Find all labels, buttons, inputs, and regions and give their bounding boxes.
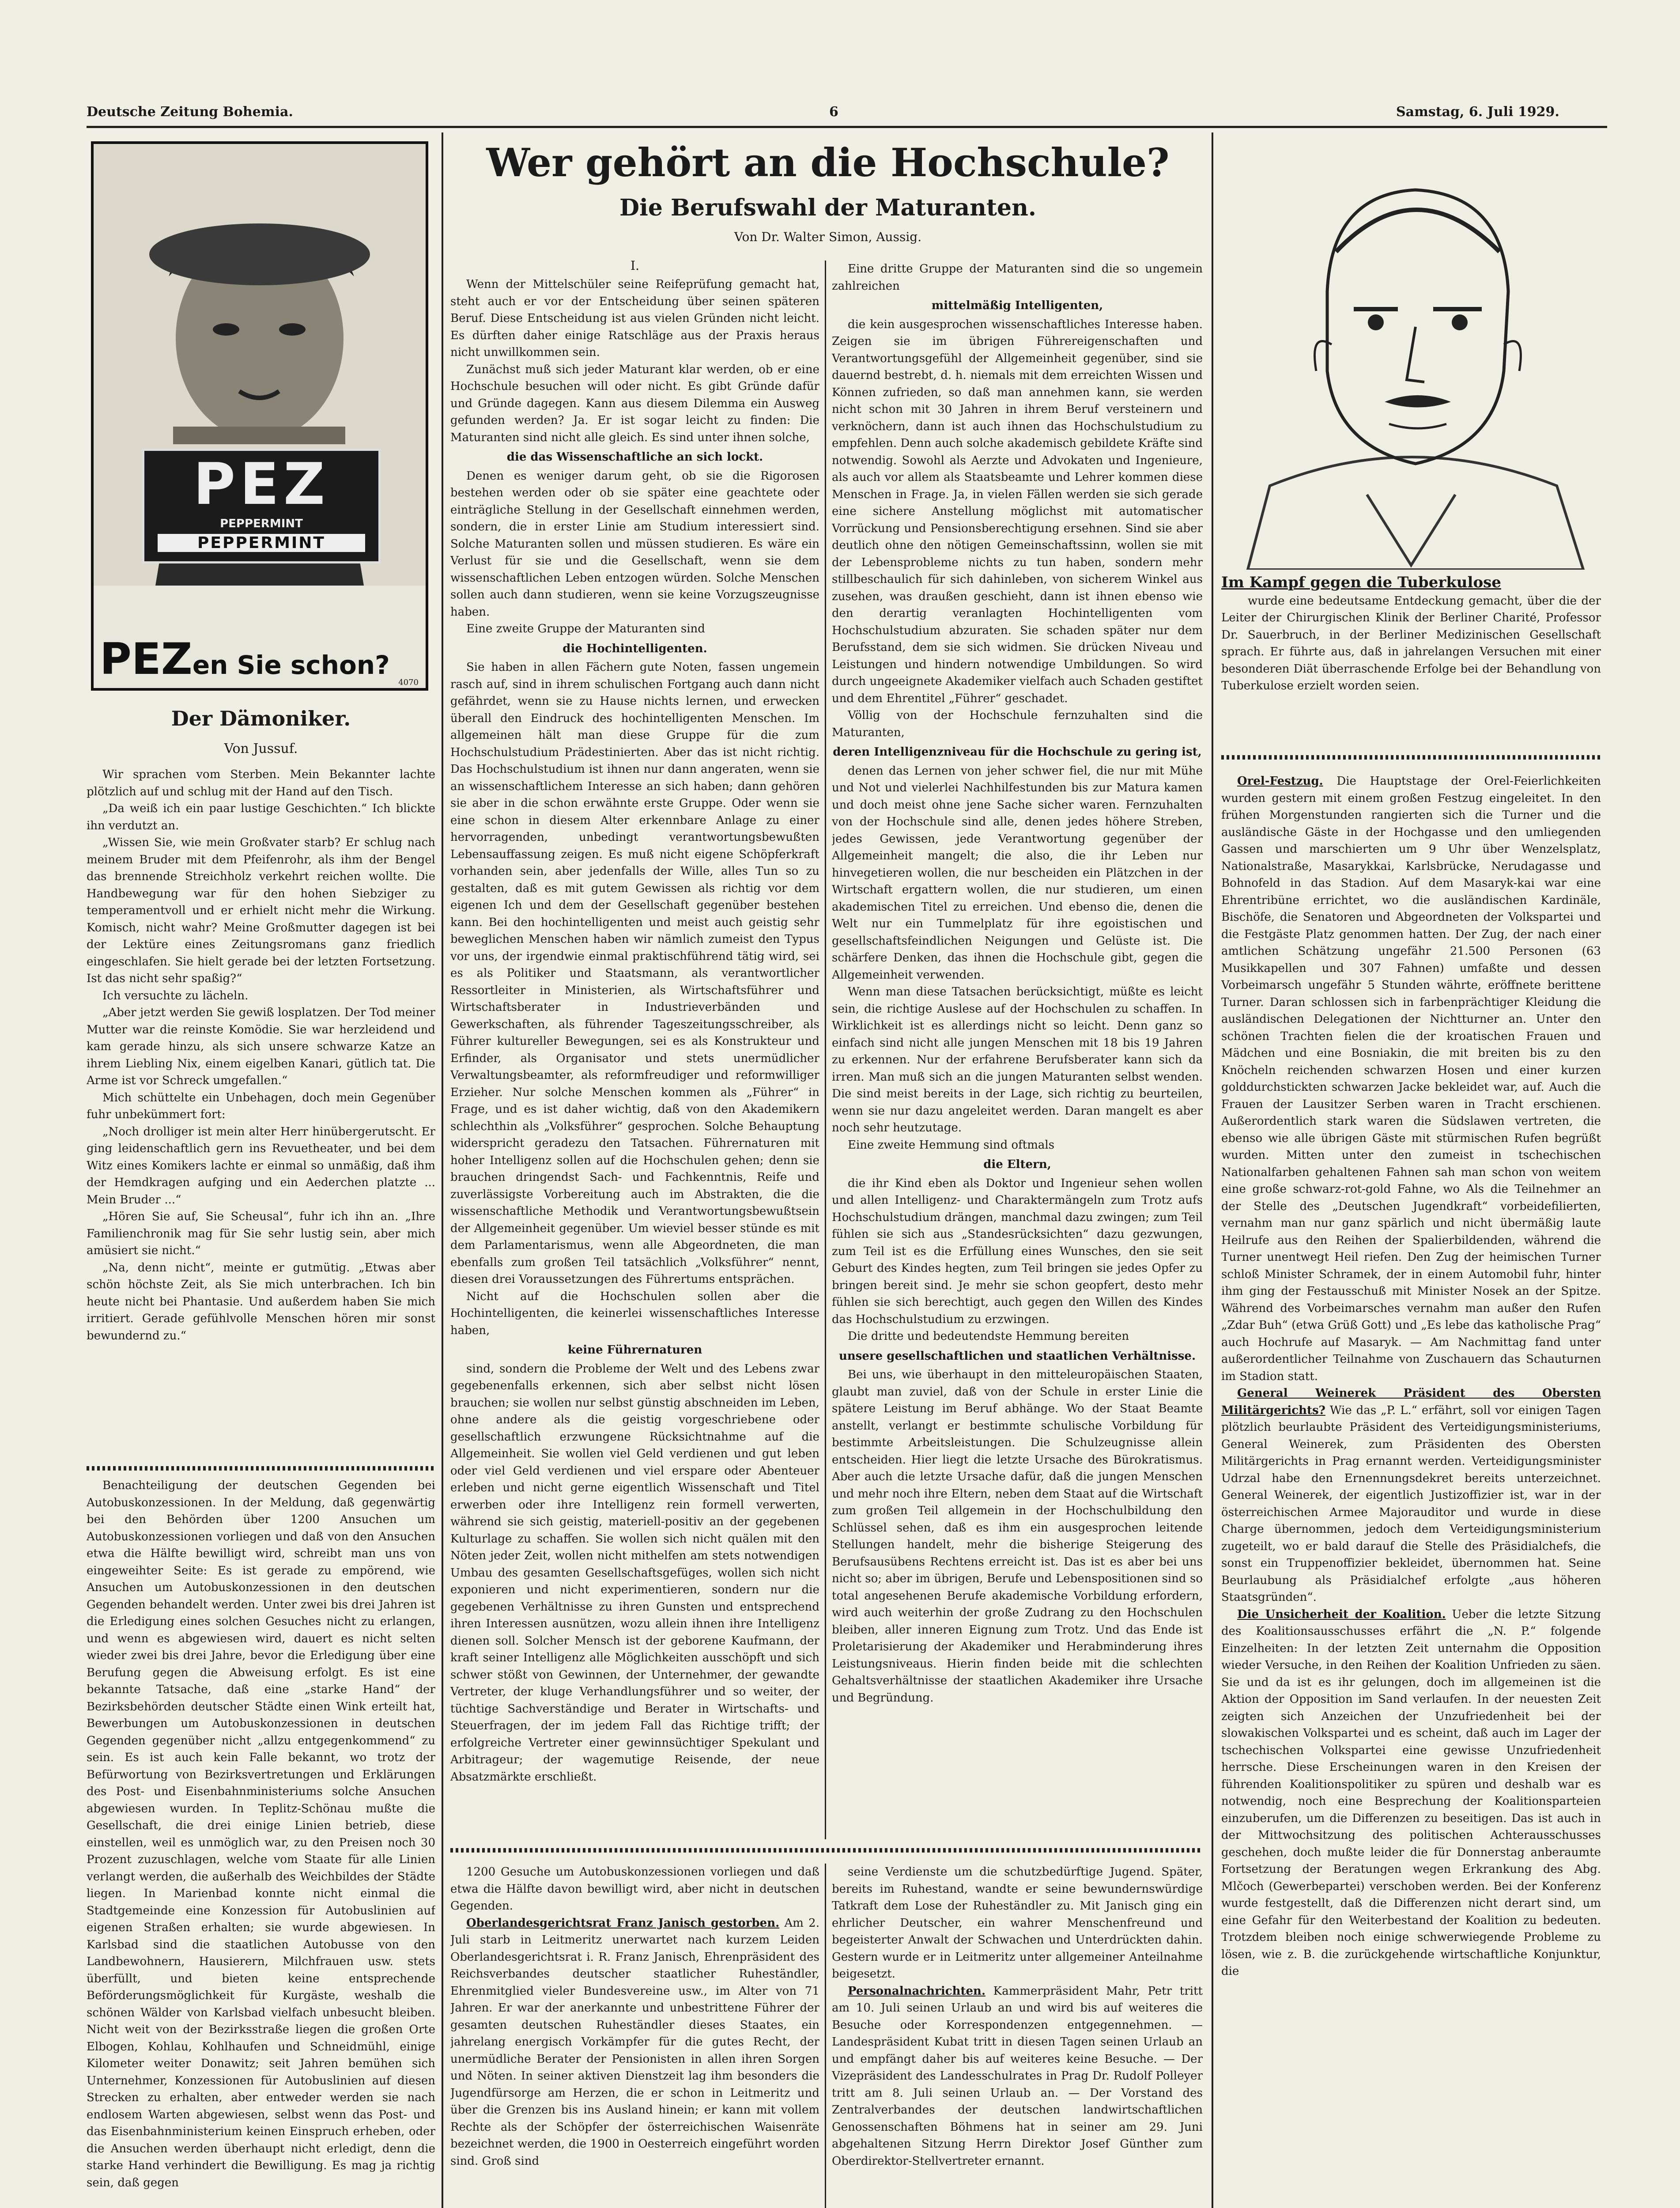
runin-heading: Die Unsicherheit der Koalition. (1237, 1607, 1446, 1621)
bottom-column-a (450, 1864, 819, 2208)
paragraph-text: Eine zweite Gruppe der Maturanten sind (466, 622, 705, 635)
subheading: die Eltern, (983, 1158, 1051, 1171)
paragraph-text: Wenn man diese Tatsachen berücksichtigt, müßte es leicht sein, die richtige Auslese auf der Hochschulen zu schaffen. In Wirklichkeit ist es allerdings nicht so leicht. Denn ganz so einfach sind nicht alle jungen Menschen mit 18 bis 19 Jahren zu erkennen. Nur der erfahrene Berufsberater kann sich da irren. Man muß sich an die jungen Maturanten selbst wenden. Die sind meist bereits in der Lage, sich richtig zu beurteilen, wenn sie nur dazu angeleitet werden. Daran mangelt es aber noch sehr heutzutage. (832, 985, 1203, 1134)
paragraph-text: Die Hauptstage der Orel-Feierlichkeiten wurden gestern mit einem großen Festzug eingeleitet. In den frühen Morgenstunden rangierten sich die Turner und die ausländische Gäste in der Hochgasse und den umliegenden Gassen und marschierten um 9 Uhr über Wenzelsplatz, Nationalstraße, Masarykkai, Karlsbrücke, Nerudagasse und Bohnofeld in das Stadion. Auf dem Masaryk-kai war eine Ehrentribüne errichtet, wo die ausländischen Kardinäle, Bischöfe, die Senatoren und Abgeordneten der Volkspartei und die Festgäste Platz genommen hatten. Der Zug, der nach einer amtlichen Schätzung ungefähr 21.500 Personen (63 Musikkapellen und 307 Fahnen) umfaßte und dessen Vorbeimarsch ungefähr 5 Stunden währte, eröffnete berittene Turner. Daran schlossen sich in farbenprächtiger Kleidung die ausländischen Delegationen der Nichtturner an. Unter den schönen Trachten fielen die der kroatischen Frauen und Mädchen und eine Bosniakin, die mit breiten bis zu den Knöcheln reichenden schwarzen Hosen und einer kurzen golddurchstickten schwarzen Jacke bekleidet war, auf. Auch die Frauen der Lausitzer Serben waren in Tracht erschienen. Außerordentlich stark waren die Südslawen vertreten, die ebenso wie alle übrigen Gäste mit stürmischen Rufen begrüßt wurden. Mitten unter den zumeist in tschechischen Nationalfarben gehaltenen Fahnen sah man schon von weitem eine große schwarz-rot-gold Fahne, wo Als die Teilnehmer an der Stelle des „Deutschen Jugendkraft“ vorbeidefilierten, vernahm man nur ganz spärlich und nicht übermäßig laute Heilrufe aus den Reihen der Spalierbildenden, während die Turner unentwegt Heil riefen. Den Zug der heimischen Turner schloß Minister Schramek, der in einem Automobil fuhr, hinter ihm ging der Festausschuß mit Minister Nosek an der Spitze. Während des Vorbeimarsches vernahm man außer den Rufen „Zdar Buh“ (etwa Grüß Gott) und „Es lebe das katholische Prag“ auch Hochrufe auf Masaryk. — Am Nachmittag fand unter außerordentlicher Teilnahme von Zuschauern das Schauturnen im Stadion statt. (1221, 775, 1601, 1383)
paragraph (450, 659, 819, 1288)
runin-heading: Orel-Festzug. (1237, 775, 1323, 788)
paragraph-text: Ueber die letzte Sitzung des Koalitionsausschusses erfährt die „N. P.“ folgende Einzelheiten: In der letzten Zeit unternahm die Opposition wieder Versuche, in den Reihen der Koalition Unfrieden zu säen. Sie und da ist es ihr gelungen, doch im allgemeinen ist die Aktion der Opposition im Sand verlaufen. In der neuesten Zeit zeigten sich Anzeichen der Unzufriedenheit bei der slowakischen Volkspartei und es scheint, daß auch im Lager der tschechischen Volkspartei eine gewisse Unzufriedenheit herrsche. Diese Erscheinungen waren in den Kreisen der führenden Koalitionspolitiker zu spüren und deshalb war es notwendig, noch eine Besprechung der Koalitionsparteien einzuberufen, um die Differenzen zu beseitigen. Das ist auch in der Mittwochsitzung des politischen Achterausschusses geschehen, doch mußte leider die für Donnerstag anberaumte Fortsetzung der Beratungen wegen Erkrankung des Abg. Mlčoch (Gewerbepartei) verschoben werden. Bei der Konferenz wurde festgestellt, daß die Differenzen nicht derart sind, um eine Gefahr für den Weiterbestand der Koalition zu bedeuten. Trotzdem bleiben noch einige schwerwiegende Probleme zu lösen, wie z. B. die zurückgehende wirtschaftliche Konjunktur, die (1221, 1607, 1601, 1978)
article-headline: Wer gehört an die Hochschule? (486, 140, 1170, 185)
article-column-b (832, 261, 1203, 1839)
pez-candy-box (142, 449, 381, 563)
paragraph: Ich versuchte zu lächeln. (102, 989, 249, 1002)
article-subtitle: Die Berufswahl der Maturanten. (619, 194, 1036, 221)
paragraph (450, 1361, 819, 1786)
paragraph (1221, 773, 1601, 1385)
pez-slogan (100, 634, 390, 684)
paragraph: „Hören Sie auf, Sie Scheusal“, fuhr ich ihn an. „Ihre Familienchronik mag für Sie sehr lustig sein, aber mich amüsiert sie nicht.“ (87, 1210, 435, 1257)
issue-date: Samstag, 6. Juli 1929. (1396, 104, 1559, 120)
feuilleton-byline: Von Jussuf. (224, 741, 298, 756)
right-column-news (1221, 773, 1601, 2208)
article-column-a (450, 276, 819, 1839)
masthead-paper: Deutsche Zeitung Bohemia. (87, 104, 293, 120)
column-rule (442, 132, 443, 2208)
subheading: mittelmäßig Intelligenten, (931, 299, 1103, 312)
paragraph: „Noch drolliger ist mein alter Herr hinübergerutscht. Er ging leidenschaftlich gern ins Revuetheater, und bei dem Witz eines Komikers lachte er einmal so unmäßig, daß ihm der Hemdkragen aufging und ein Aederchen platzte ... Mein Bruder ...“ (87, 1125, 435, 1206)
paragraph: Wir sprachen vom Sterben. Mein Bekannter lachte plötzlich auf und schlug mit der Hand auf den Tisch. (87, 768, 435, 798)
paragraph: „Wissen Sie, wie mein Großvater starb? Er schlug nach meinem Bruder mit dem Pfeifenrohr, als ihm der Bengel das brennende Streichholz verkehrt reichen wollte. Die Handbewegung war für den hohen Siebziger zu temperamentvoll und er erhielt nicht mehr die Wirkung. Komisch, nicht wahr? Meine Großmutter dagegen ist bei der Lektüre eines Zeitungsromans ganz friedlich eingeschlafen. Sie hielt gerade bei der letzten Fortsetzung. Ist das nicht sehr spaßig?“ (87, 836, 435, 985)
paragraph-text: sind, sondern die Probleme der Welt und des Lebens zwar gegebenenfalls erkennen, sich aber selbst nicht lösen brauchen; sie wollen nur selbst günstig abschneiden im Leben, ohne andere als die geistig vorgeschriebene oder gesellschaftlich erzwungene Rücksichtnahme auf die Allgemeinheit. Sie wollen viel Geld verdienen und gut leben oder viel Geld verdienen und viel erspare oder Abenteuer erleben und nicht gerne eigentlich Wissenschaft und Titel erwerben oder ihre Intelligenz rein formell verwerten, während sie sich geistig, materiell-positiv an der gegebenen Kulturlage zu schaffen. Sie wollen sich nicht quälen mit den Nöten jeder Zeit, wollen nicht mithelfen am stets notwendigen Umbau des gesamten Gesellschaftsgefüges, wollen sich nicht exponieren und nicht experimentieren, sondern nur die gegebenen Verhältnisse zu ihren Gunsten und entsprechend ihren Interessen ausnützen, wozu allein ihnen ihre Intelligenz dienen soll. Solcher Mensch ist der geborene Kaufmann, der kraft seiner Intelligenz alle Möglichkeiten ausschöpft und sich schwer stößt von Gewinnen, der Unternehmer, der gewandte Vertreter, der kluge Verhandlungsführer und so weiter, der tüchtige Sachverständige und Berater in Wirtschafts- und Steuerfragen, der im jedem Fall das Richtige trifft; der erfolgreiche Vertreter einer gewinnsüchtiger Spekulant und Arbitrageur; der wagemutige Reisende, der neue Absatzmärkte erschließt. (450, 1362, 819, 1784)
paragraph-text: Die dritte und bedeutendste Hemmung bereiten (848, 1330, 1129, 1343)
pez-box-flavor-band: PEPPERMINT (158, 534, 365, 552)
paragraph: Mich schüttelte ein Unbehagen, doch mein Gegenüber fuhr unbekümmert fort: (87, 1091, 435, 1121)
bottom-column-b (832, 1864, 1203, 2208)
section-mark: I. (630, 258, 639, 273)
portrait-sketch (1221, 141, 1601, 570)
column-rule (825, 1864, 826, 2208)
caption-runin: Im Kampf gegen die Tuberkulose (1221, 574, 1501, 591)
pez-box-flavor: PEPPERMINT (220, 517, 303, 530)
page-number: 6 (829, 104, 838, 120)
caption-paragraph (1221, 574, 1601, 593)
paragraph (832, 707, 1203, 741)
pez-slogan-brand: PEZ (100, 634, 193, 684)
subheading: deren Intelligenzniveau für die Hochschule zu gering ist, (833, 745, 1202, 759)
column-rule (1212, 132, 1213, 2208)
caption-text: wurde eine bedeutsame Entdeckung gemacht, über die der Leiter der Chirurgischen Klinik der Berliner Charité, Professor Dr. Sauerbruch, in der Berliner Medizinischen Gesellschaft sprach. Er führte aus, daß in jahrelangen Versuchen mit einer besonderen Diät überraschende Erfolge bei der Behandlung von Tuberkulose erzielt worden seien. (1221, 594, 1601, 692)
feuilleton-title: Der Dämoniker. (171, 707, 351, 730)
feuilleton-body (87, 766, 435, 1464)
subheading: keine Führernaturen (567, 1343, 702, 1357)
paragraph: „Aber jetzt werden Sie gewiß losplatzen. Der Tod meiner Mutter war die reinste Komödie. Sie war herzleidend und kam gerade hinzu, als sich unsere schwarze Katze an ihrem Liebling Nix, einem eigelben Kanari, gütlich tat. Die Arme ist vor Schreck umgefallen.“ (87, 1006, 435, 1087)
header-rule (87, 126, 1607, 128)
subheading: die das Wissenschaftliche an sich lockt. (506, 450, 763, 464)
separator (450, 1848, 1203, 1853)
paragraph-text: 1200 Gesuche um Autobuskonzessionen vorliegen und daß etwa die Hälfte davon bewilligt wird, aber nicht in deutschen Gegenden. (450, 1865, 819, 1913)
paragraph (832, 1864, 1203, 1983)
runin-heading: General Weinerek Präsident des Obersten Militärgerichts? (1221, 1387, 1601, 1417)
separator (1221, 755, 1601, 760)
subheading: die Hochintelligenten. (563, 642, 707, 655)
paragraph (832, 261, 1203, 295)
paragraph (450, 1915, 819, 2170)
paragraph (832, 1175, 1203, 1328)
paragraph: Benachteiligung der deutschen Gegenden bei Autobuskonzessionen. In der Meldung, daß gegenwärtig bei den Behörden über 1200 Ansuchen um Autobuskonzessionen vorliegen und daß von den Ansuchen etwa die Hälfte bewilligt wird, schreibt man uns von eingeweihter Seite: Es ist gerade zu empörend, wie Ansuchen um Autobuskonzessionen in den deutschen Gegenden behandelt werden. Unter zwei bis drei Jahren ist die Erledigung eines solchen Gesuches nicht zu erlangen, und wenn es abgewiesen wird, dauert es nicht selten wieder zwei bis drei Jahre, bevor die Erledigung über eine Berufung gegen die Abweisung erfolgt. Es ist eine bekannte Tatsache, daß eine „starke Hand“ der Bezirksbehörden deutscher Städte einen Wink erteilt hat, Bewerbungen um Autobuskonzessionen in deutschen Gegenden gegenüber nicht „allzu entgegenkommend“ zu sein. Es ist auch kein Falle bekannt, wo trotz der Befürwortung von Bezirksvertretungen und Erklärungen des Post- und Eisenbahnministeriums solche Ansuchen abgewiesen wurden. In Teplitz-Schönau mußte die Gesellschaft, die drei einige Linien betrieb, diese einstellen, weil es unmöglich war, zu den Preisen noch 30 Prozent zuzuschlagen, welche vom Staate für alle Linien verlangt werden, die außerhalb des Weichbildes der Städte liegen. In Marienbad konnte nicht einmal die Stadtgemeinde eine Konzession für Autobuslinien auf eigenen Straßen erhalten; sie wurde abgewiesen. In Karlsbad sind die staatlichen Autobusse von den Landbewohnern, Hausierern, Milchfrauen usw. stets überfüllt, und bieten keine entsprechende Beförderungsmöglichkeit für Kurgäste, weshalb die schönen Wälder von Karlsbad vielfach unbesucht bleiben. Nicht weit von der Bezirksstraße liegen die großen Orte Elbogen, Kohlau, Kohlhaufen und Schneidmühl, einige Kilometer weiter Donawitz; seit Jahren bemühen sich Unternehmer, Konzessionen für Autobuslinien auf diesen Strecken zu erhalten, aber entweder werden sie nach endlosem Warten abgewiesen, selbst wenn das Post- und das Eisenbahnministerium keinen Einspruch erheben, oder die Ansuchen werden überhaupt nicht erledigt, denn die starke Hand verhindert die Bewilligung. Es mag ja richtig sein, daß gegen (87, 1479, 435, 2189)
ad-code: 4070 (398, 678, 419, 687)
paragraph (832, 316, 1203, 707)
paragraph (450, 1864, 819, 1915)
paragraph-text: Denen es weniger darum geht, ob sie die Rigorosen bestehen werden oder ob sie später eine geachtete oder einträgliche Stellung in der Gesellschaft einnehmen werden, sondern, die in erster Linie am Studium interessiert sind. Solche Maturanten sollen und müssen studieren. Es wäre ein Verlust für sie und die Gesellschaft, wenn sie dem wissenschaftlichen Leben entzogen würden. Solche Menschen sollen auch dann studieren, wenn sie keine Vorzugszeugnisse haben. (450, 469, 819, 619)
pez-advertisement (91, 141, 428, 691)
paragraph (832, 983, 1203, 1137)
paragraph-text: Völlig von der Hochschule fernzuhalten sind die Maturanten, (832, 709, 1203, 739)
paragraph (832, 763, 1203, 984)
paragraph-text: Wie das „P. L.“ erfährt, soll vor einigen Tagen plötzlich beurlaubte Präsident des Verteidigungsministeriums, General Weinerek, zum Präsidenten des Obersten Militärgerichts in Prag ernannt werden. Verteidigungsminister Udrzal habe den Ernennungsdekret bereits unterzeichnet. General Weinerek, der eigentlich Justizoffizier ist, war in der österreichischen Armee Majorauditor und wurde in diese Charge übernommen, jedoch dem Verteidigungsministerium zugeteilt, wo er bald darauf die Stelle des Präsidialchefs, die sonst ein Truppenoffizier bekleidet, übernommen hat. Seine Beurlaubung als Präsidialchef erfolgte „aus höheren Staatsgründen“. (1221, 1403, 1601, 1604)
paragraph (832, 1366, 1203, 1706)
paragraph (832, 1328, 1203, 1345)
paragraph: „Da weiß ich ein paar lustige Geschichten.“ Ich blickte ihn verdutzt an. (87, 802, 435, 832)
paragraph-text: die ihr Kind eben als Doktor und Ingenieur sehen wollen und allen Intelligenz- und Charaktermängeln zum Trotz aufs Hochschulstudium drängen, manchmal dazu zwingen; zum Teil fühlen sie sich aus „Standesrücksichten“ dazu gezwungen, zum Teil ist es die Erfüllung eines Wunsches, den sie seit Geburt des Kindes hegten, zum Teil bringen sie jedes Opfer zu bringen bereit sind. Je mehr sie schon geopfert, desto mehr fühlen sie sich berechtigt, auch gegen den Willen des Kindes das Hochschulstudium zu erzwingen. (832, 1176, 1203, 1326)
paragraph-text: denen das Lernen von jeher schwer fiel, die nur mit Mühe und Not und vielerlei Nachhilfestunden bis zur Matura kamen und doch meist ohne jene Sache sicher waren. Fernzuhalten von der Hochschule sind alle, denen jedes höhere Streben, jedes Gewissen, jede Verantwortung gegenüber der Allgemeinheit mangelt; die also, die ihr Leben nur hinvegetieren wollen, die nur bescheiden ein Plätzchen in der Wirtschaft ergattern wollen, die nur studieren, um einen akademischen Titel zu erreichen. Und ebenso die, denen die Welt nur ein Tummelplatz für ihre egoistischen und gesellschaftsfeindlichen Neigungen und Gelüste ist. Die schärfere Denken, das ihnen die Hochschule gibt, gegen die Allgemeinheit verwenden. (832, 764, 1203, 982)
portrait-illustration (1221, 141, 1601, 570)
autobus-article (87, 1477, 435, 2208)
paragraph (832, 1983, 1203, 2170)
paragraph-text: die kein ausgesprochen wissenschaftliches Interesse haben. Zeigen sie im übrigen Führereigenschaften und Verantwortungsgefühl der Allgemeinheit gegenüber, sind sie dauernd bestrebt, d. h. niemals mit dem erreichten Wissen und Können zufrieden, so daß man annehmen kann, sie werden nicht schon mit 30 Jahren in ihrem Beruf versteinern und verknöchern, dann ist auch ihnen das Hochschulstudium zu empfehlen. Denn auch solche akademisch gebildete Kräfte sind notwendig. Sowohl als Aerzte und Advokaten und Ingenieure, als auch vor allem als Staatsbeamte und Lehrer kommen diese Menschen in Frage. Ja, in vielen Fällen werden sie sich gerade eine sichere Anstellung möglichst mit automatischer Vorrückung und Pensionsberechtigung ersehnen. Sind sie aber deutlich ohne den nötigen Gemeinschaftssinn, wollen sie mit der Lebensprobleme nichts zu tun haben, sondern mehr stillbeschaulich für sich dahinleben, von sicherem Winkel aus zusehen, was draußen geschieht, dann ist ihnen ebenso wie den derartig veranlagten Hochintelligenten vom Hochschulstudium abzuraten. Sie schaden später nur dem Berufsstand, dem sie sich widmen. Sie drücken Niveau und Leistungen und hindern notwendige Umbildungen. So wird durch ungeeignete Akademiker vielfach auch Schaden gestiftet und dem Ehrentitel „Führer“ geschadet. (832, 318, 1203, 705)
pez-slogan-text: en Sie schon? (192, 650, 390, 680)
paragraph-text: Kammerpräsident Mahr, Petr tritt am 10. Juli seinen Urlaub an und wird bis auf weiteres die Besuche oder Korrespondenzen entgegennehmen. — Landespräsident Kubat tritt in diesen Tagen seinen Urlaub an und empfängt daher bis auf weiteres keine Besuche. — Der Vizepräsident des Landesschulrates in Prag Dr. Rudolf Polleyer tritt am 8. Juli seinen Urlaub an. — Der Vorstand des Zentralverbandes der deutschen landwirtschaftlichen Genossenschaften Böhmens hat in seiner am 29. Juni abgehaltenen Sitzung Herrn Direktor Josef Günther zum Oberdirektor-Stellvertreter ernannt. (832, 1984, 1203, 2168)
paragraph (450, 276, 819, 361)
paragraph (450, 361, 819, 446)
paragraph (450, 620, 819, 638)
paragraph-text: Zunächst muß sich jeder Maturant klar werden, ob er eine Hochschule besuchen will oder nicht. Es gibt Gründe dafür und Gründe dagegen. Kann aus diesem Dilemma ein Ausweg gefunden werden? Ja. Er ist sogar leicht zu finden: Die Maturanten sind nicht alle gleich. Es sind unter ihnen solche, (450, 363, 819, 444)
pez-box-brand: PEZ (193, 450, 330, 518)
subheading: unsere gesellschaftlichen und staatlichen Verhältnisse. (838, 1349, 1196, 1363)
paragraph (832, 1137, 1203, 1154)
runin-heading: Personalnachrichten. (848, 1984, 985, 1998)
paragraph (1221, 1606, 1601, 1980)
portrait-caption (1221, 574, 1601, 751)
paragraph (450, 1288, 819, 1339)
paragraph-text: Sie haben in allen Fächern gute Noten, fassen ungemein rasch auf, sind in ihrem schulischen Fortgang auch dann nicht gefährdet, wenn sie zu Hause nichts lernen, und erwecken überall den Eindruck des hochintelligenten Menschen. Im allgemeinen hält man diese Gruppe für die zum Hochschulstudium Prädestinierten. Aber das ist nicht richtig. Das Hochschulstudium ist ihnen nur dann angeraten, wenn sie an wissenschaftlichem Interesse an sich haben; dann gehören sie aber in die schon erwähnte erste Gruppe. Oder wenn sie eine schon in diesem Alter erkennbare Anlage zu einer hervorragenden, unbedingt verantwortungsbewußten Lebensauffassung zeigen. Es muß nicht eigene Schöpferkraft vorhanden sein, aber jedenfalls der Wille, alles Tun so zu gestalten, daß es mit gutem Gewissen als richtig vor dem eigenen Ich und dem der Gesellschaft gegenüber bestehen kann. Bei den hochintelligenten und meist auch geistig sehr beweglichen Menschen haben wir nämlich zumeist den Typus vor uns, der irgendwie einmal praktischführend tätig wird, sei es als Politiker und Staatsmann, als verantwortlicher Ressortleiter in Ministerien, als Wirtschaftsführer und Wirtschaftsberater in Industrieverbänden und Gewerkschaften, als führender Tageszeitungsschreiber, als Führer kultureller Bewegungen, sei es als Konstrukteur und Erfinder, als Organisator und stets unermüdlicher Verwaltungsbeamter, als reformfreudiger und reformwilliger Erzieher. Nur solche Menschen kommen als „Führer“ in Frage, und es ist daher wichtig, daß von den Akademikern schlechthin als „Volksführer“ gesprochen. Solche Behauptung widerspricht geradezu den Tatsachen. Führernaturen mit hoher Intelligenz sollen auf die Hochschulen gehen; denn sie brauchen dringendst Sach- und Fachkenntnis, Reife und zuverlässigste Vorbereitung auch im Abstrakten, die die wissenschaftliche Methodik und Verantwortungsbewußtsein der Allgemeinheit gegenüber. Um wieviel besser stünde es mit dem Parlamentarismus, wenn alle Abgeordneten, die man ebenfalls zum großen Teil tatsächlich „Volksführer“ nennt, diesen drei Voraussetzungen des Führertums entsprächen. (450, 661, 819, 1286)
paragraph-text: seine Verdienste um die schutzbedürftige Jugend. Später, bereits im Ruhestand, wandte er seine bewundernswürdige Tatkraft dem Lose der Ruheständler zu. Mit Janisch ging ein ehrlicher Deutscher, ein wahrer Menschenfreund und begeisterter Anwalt der Schwachen und Unterdrückten dahin. Gestern wurde er in Leitmeritz unter allgemeiner Anteilnahme beigesetzt. (832, 1865, 1203, 1981)
separator (87, 1466, 435, 1471)
paragraph: „Na, denn nicht“, meinte er gutmütig. „Etwas aber schön höchste Zeit, als Sie mich unterbrachen. Ich bin heute nicht bei Phantasie. Und außerdem haben Sie mich irritiert. Gerade gefühlvolle Menschen hören mir sonst bewundernd zu.“ (87, 1261, 435, 1342)
article-byline: Von Dr. Walter Simon, Aussig. (734, 230, 922, 244)
runin-heading: Oberlandesgerichtsrat Franz Janisch gestorben. (466, 1916, 780, 1930)
paragraph-text: Bei uns, wie überhaupt in den mitteleuropäischen Staaten, glaubt man zuviel, daß von der Schule in erster Linie die spätere Leistung im Beruf abhänge. Wo der Staat Beamte anstellt, verlangt er bestimmte schulische Vorbildung für bestimmte Arbeitsleistungen. Die Schulzeugnisse allein entscheiden. Hier liegt die letzte Ursache des Bürokratismus. Aber auch die letzte Ursache dafür, daß die jungen Menschen und mehr noch ihre Eltern, neben dem Staat auf die Wirtschaft zum großen Teil allgemein in der Hochschulbildung den Schlüssel sehen, daß es ihm ein ausgesprochen leitende Stellungen handelt, mehr die bisherige Steigerung des Berufsausübens Rechtens erreicht ist. Das ist es aber bei uns nicht so; aber im übrigen, Berufe und Lebenspositionen sind so total angesehenen Berufe akademische Vorbildung erfordern, wird auch weiterhin der große Zudrang zu den Hochschulen bleiben, aller inneren Eignung zum Trotz. Und das Ende ist Proletarisierung der Akademiker und Herabminderung ihres Leistungsniveaus. Hierin finden beide mit die schlechten Gehaltsverhältnisse der staatlichen Akademiker ihre Ursache und Begründung. (832, 1368, 1203, 1705)
paragraph-text: Am 2. Juli starb in Leitmeritz unerwartet nach kurzem Leiden Oberlandesgerichtsrat i. R. Franz Janisch, Ehrenpräsident des Reichsverbandes deutscher staatlicher Ruheständler, Ehrenmitglied vieler Bundesvereine usw., im Alter von 71 Jahren. Er war der anerkannte und unbestrittene Führer der gesamten deutschen Ruheständler dieses Staates, ein jahrelang energisch Vorkämpfer für die gutes Recht, der unermüdliche Berater der Pensionisten in allen ihren Sorgen und Nöten. In seiner aktiven Dienstzeit lag ihm besonders die Jugendfürsorge am Herzen, die er schon in Leitmeritz und über die Grenzen bis ins Ausland hinein; er kann mit vollem Rechte als der Schöpfer der österreichischen Waisenräte bezeichnet werden, die 1900 in Oesterreich eingeführt worden sind. Groß sind (450, 1916, 819, 2168)
paragraph-text: Nicht auf die Hochschulen sollen aber die Hochintelligenten, die keinerlei wissenschaftliches Interesse haben, (450, 1289, 819, 1337)
column-rule (825, 261, 826, 1839)
paragraph (1221, 1385, 1601, 1606)
paragraph (450, 468, 819, 621)
paragraph-text: Eine zweite Hemmung sind oftmals (848, 1138, 1055, 1152)
paragraph-text: Wenn der Mittelschüler seine Reifeprüfung gemacht hat, steht auch er vor der Entscheidung über seinen späteren Beruf. Diese Entscheidung ist aus vielen Gründen nicht leicht. Es dürften daher einige Ratschläge aus der Praxis heraus nicht unwillkommen sein. (450, 278, 819, 359)
paragraph-text: Eine dritte Gruppe der Maturanten sind die so ungemein zahlreichen (832, 262, 1203, 293)
